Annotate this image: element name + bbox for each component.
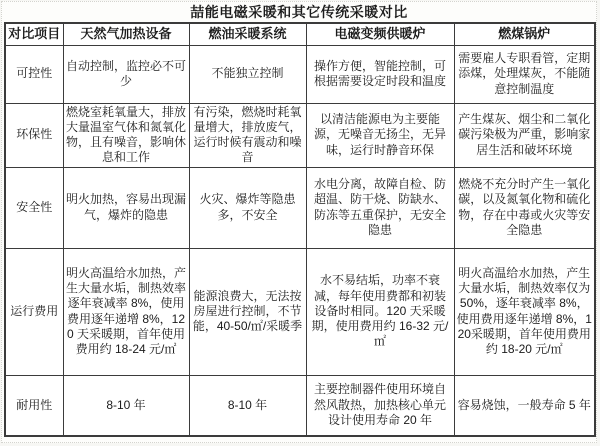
header-row [5,23,595,45]
table-cell: 能源浪费大，无法按房屋进行控制，不节能，40-50/㎡/采暖季 [189,248,306,375]
row-label: 耐用性 [5,375,63,436]
column-header-item: 对比项目 [5,23,63,45]
page-frame [1,1,597,443]
table-cell: 有污染，燃烧时耗氧量增大，排放废气，运行时候有震动和噪音 [189,103,306,167]
table-cell: 需要雇人专职看管，定期添煤，处理煤灰，不能随意控制温度 [454,45,595,103]
table-cell: 明火高温给水加热，产生大量水垢，制热效率逐年衰减率 8%，使用费用逐年递增 8%，120 天采暖期，首年使用费用约 18-24 元/㎡ [63,248,189,375]
column-header-oil: 燃油采暖系统 [189,23,306,45]
row-label: 运行费用 [5,248,63,375]
table-cell: 明火高温给水加热，产生大量水垢，制热效率仅为50%，逐年衰减率 8%，使用费用逐年递增 8%，120采暖期，首年使用费用约 18-20 元/㎡ [454,248,595,375]
table-cell: 水电分离，故障自检、防超温、防干烧、防缺水、防冻等五重保护，无安全隐患 [306,167,454,248]
table-row-durability [5,375,595,436]
table-cell: 火灾、爆炸等隐患多，不安全 [189,167,306,248]
table-cell: 产生煤灰、烟尘和二氧化碳污染极为严重，影响家居生活和破坏环境 [454,103,595,167]
table-cell: 水不易结垢，功率不衰减，每年使用费都和初装设备时相同。120 天采暖期，使用费用约 16-32 元/㎡ [306,248,454,375]
column-header-gas: 天然气加热设备 [63,23,189,45]
table-cell: 容易烧蚀，一般寿命 5 年 [454,375,595,436]
comparison-table [4,22,596,437]
table-cell: 主要控制器件使用环境自然风散热，加热核心单元设计使用寿命 20 年 [306,375,454,436]
table-cell: 8-10 年 [189,375,306,436]
table-title: 喆能电磁采暖和其它传统采暖对比 [190,4,408,20]
row-label: 可控性 [5,45,63,103]
table-cell: 明火加热，容易出现漏气，爆炸的隐患 [63,167,189,248]
table-row-operating-cost [5,248,595,375]
table-cell: 不能独立控制 [189,45,306,103]
column-header-electromagnetic: 电磁变频供暖炉 [306,23,454,45]
row-label: 环保性 [5,103,63,167]
table-row-controllability [5,45,595,103]
table-cell: 燃烧室耗氧量大，排放大量温室气体和氮氧化物，且有噪音，影响休息和工作 [63,103,189,167]
table-cell: 8-10 年 [63,375,189,436]
table-cell: 以清洁能源电为主要能源，无噪音无扬尘，无异味，运行时静音环保 [306,103,454,167]
row-label: 安全性 [5,167,63,248]
table-cell: 自动控制，监控必不可少 [63,45,189,103]
column-header-coal: 燃煤锅炉 [454,23,595,45]
table-cell: 操作方便，智能控制，可根据需要设定时段和温度 [306,45,454,103]
table-row-environment [5,103,595,167]
table-row-safety [5,167,595,248]
table-cell: 燃烧不充分时产生一氧化碳，以及氮氧化物和硫化物，存在中毒或火灾等安全隐患 [454,167,595,248]
